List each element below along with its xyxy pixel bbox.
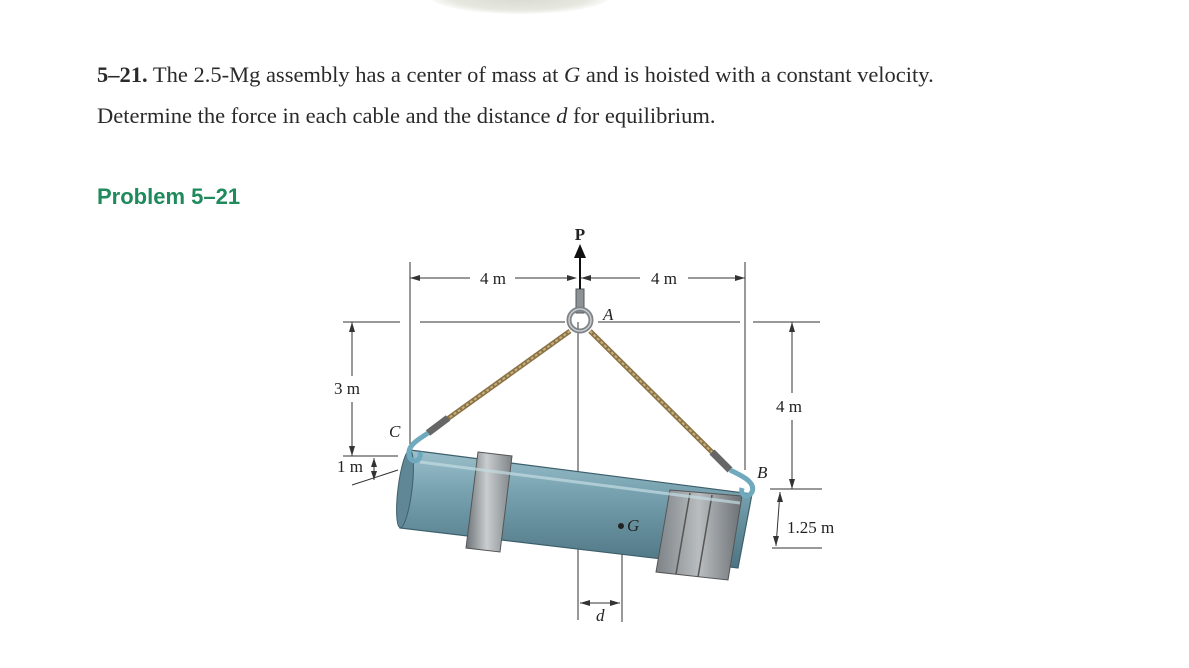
cable-ab (590, 331, 730, 470)
label-left-height: 3 m (334, 379, 360, 398)
label-left-span: 4 m (480, 269, 506, 288)
label-left-offset: 1 m (337, 457, 363, 476)
label-right-offset: 1.25 m (787, 518, 835, 537)
problem-text-1: The 2.5-Mg assembly has a center of mass at (152, 62, 559, 87)
center-of-mass-dot (618, 523, 624, 529)
problem-number: 5–21. (97, 62, 148, 87)
label-b: B (757, 463, 768, 482)
figure-caption: Problem 5–21 (97, 184, 241, 209)
ring-a (569, 289, 591, 331)
label-a: A (603, 305, 614, 324)
cable-ac (428, 331, 570, 433)
label-c: C (389, 422, 401, 441)
label-g: G (627, 516, 640, 535)
var-d: d (556, 103, 568, 128)
var-g: G (563, 62, 581, 87)
problem-text-3: Determine the force in each cable and the distance (97, 103, 551, 128)
label-p: P (574, 225, 586, 244)
label-right-span: 4 m (651, 269, 677, 288)
problem-text-2: and is hoisted with a constant velocity. (585, 62, 934, 87)
offset-dimension-right (773, 492, 783, 546)
force-p-arrow (574, 244, 586, 289)
pipe-assembly (393, 449, 752, 580)
label-right-height: 4 m (776, 397, 802, 416)
label-d: d (596, 606, 605, 625)
problem-text-4: for equilibrium. (573, 103, 716, 128)
